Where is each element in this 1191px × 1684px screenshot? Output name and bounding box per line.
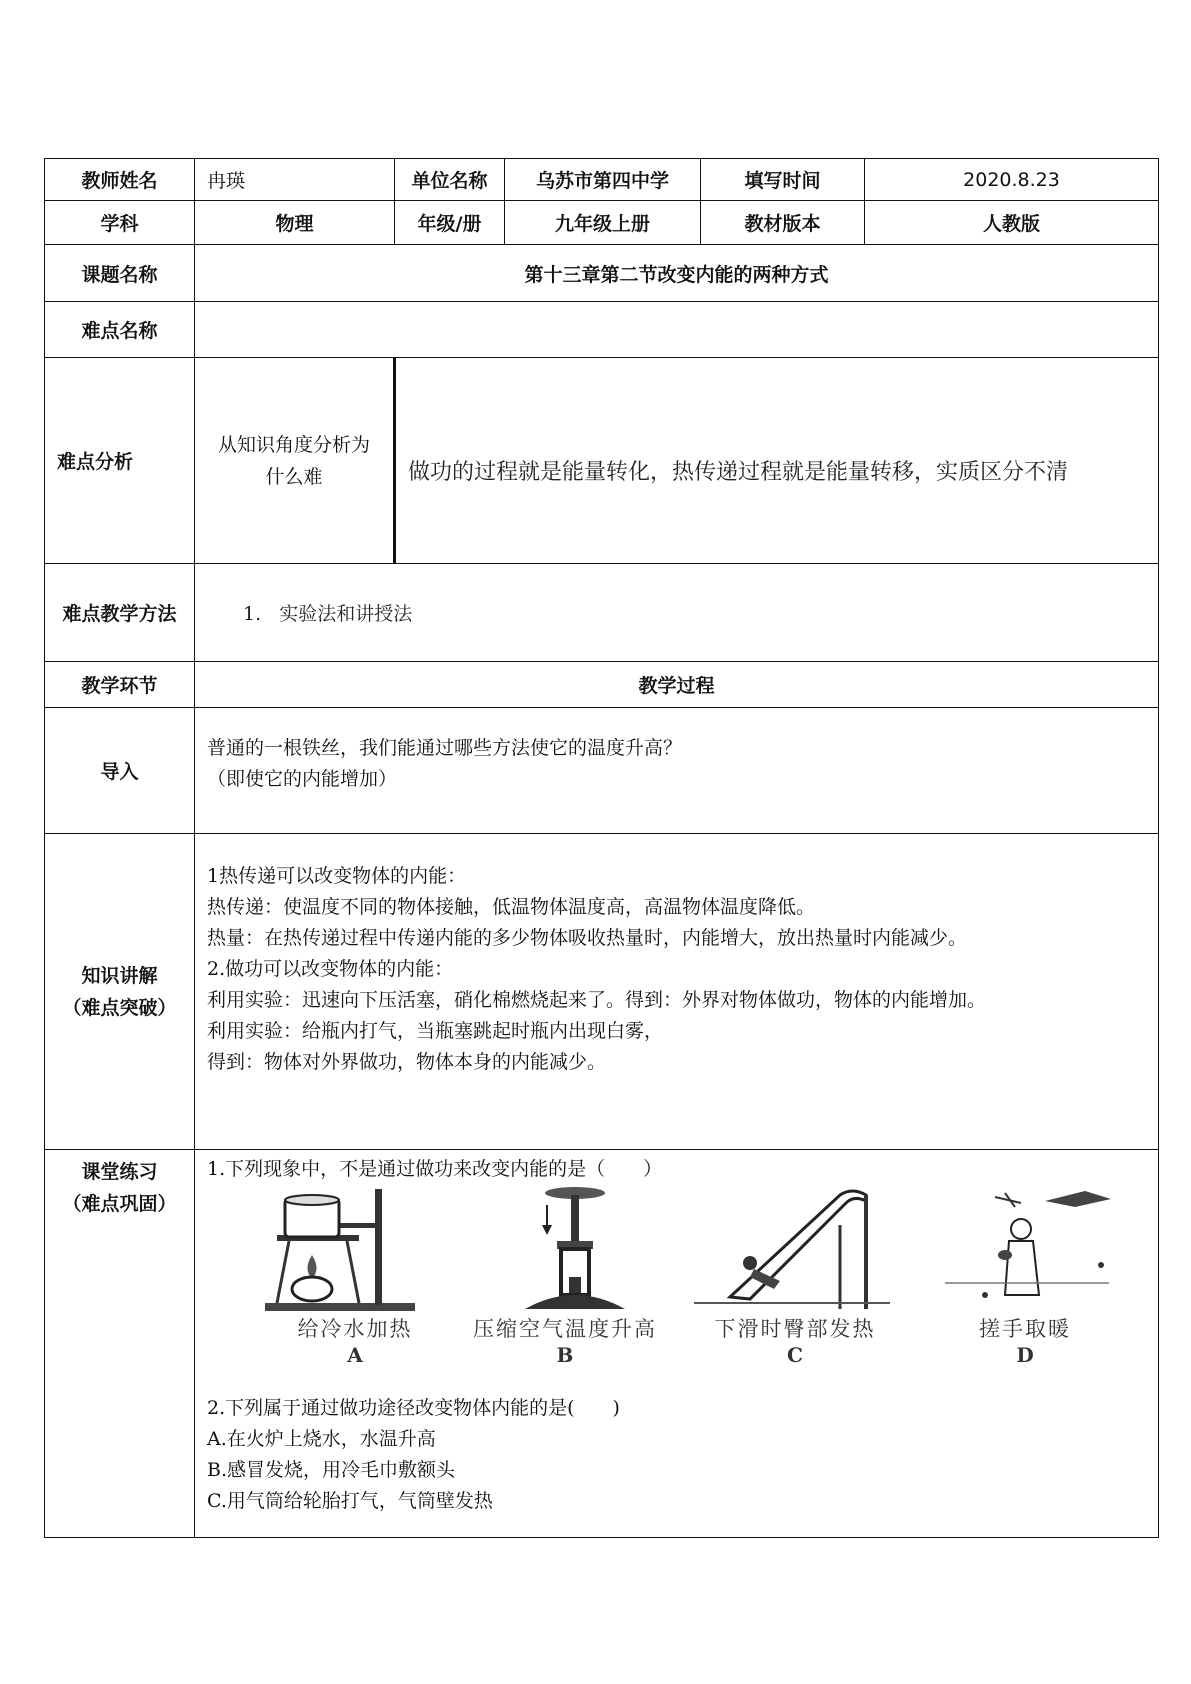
topic-value: 第十三章第二节改变内能的两种方式 — [195, 245, 1159, 302]
textbook-label: 教材版本 — [701, 201, 865, 245]
knowledge-label-line1: 知识讲解 — [81, 964, 158, 987]
practice-row — [45, 1150, 1159, 1538]
teacher-label: 教师姓名 — [45, 159, 195, 201]
grade-value: 九年级上册 — [505, 201, 701, 245]
question-2-option: C.用气筒给轮胎打气，气筒壁发热 — [207, 1490, 493, 1512]
method-value: 1. 实验法和讲授法 — [195, 564, 1159, 662]
method-label: 难点教学方法 — [45, 564, 195, 662]
analysis-value: 做功的过程就是能量转化，热传递过程就是能量转移，实质区分不清 — [395, 358, 1159, 564]
figure-a-caption: 给冷水加热 — [297, 1317, 413, 1341]
header-row-2 — [45, 201, 1159, 245]
knowledge-line: 热量：在热传递过程中传递内能的多少物体吸收热量时，内能增大，放出热量时内能减少。 — [207, 927, 968, 949]
header-row-1 — [45, 159, 1159, 201]
compression-cylinder-icon — [465, 1185, 665, 1313]
textbook-value: 人教版 — [865, 201, 1159, 245]
knowledge-label-line2: （难点突破） — [62, 996, 177, 1019]
intro-content — [195, 708, 1159, 834]
lesson-plan-table — [44, 158, 1159, 1538]
unit-label: 单位名称 — [395, 159, 505, 201]
process-header-left: 教学环节 — [45, 662, 195, 708]
unit-value: 乌苏市第四中学 — [505, 159, 701, 201]
difficulty-label: 难点名称 — [45, 302, 195, 358]
knowledge-label — [45, 834, 195, 1150]
slide-icon — [690, 1185, 900, 1313]
figure-c-letter: C — [787, 1343, 803, 1367]
figure-c-caption: 下滑时臀部发热 — [714, 1317, 876, 1341]
intro-row — [45, 708, 1159, 834]
practice-label — [45, 1150, 195, 1538]
knowledge-line: 2.做功可以改变物体的内能： — [207, 958, 454, 980]
subject-label: 学科 — [45, 201, 195, 245]
method-row — [45, 564, 1159, 662]
heating-water-icon — [255, 1185, 455, 1313]
knowledge-line: 1热传递可以改变物体的内能： — [207, 865, 467, 887]
analysis-row — [45, 358, 1159, 564]
figure-a — [255, 1185, 455, 1375]
question-1: 1.下列现象中，不是通过做功来改变内能的是（ ） — [207, 1158, 663, 1180]
figure-b-caption: 压缩空气温度升高 — [473, 1317, 657, 1341]
figure-d-letter: D — [1016, 1343, 1034, 1367]
analysis-label: 难点分析 — [45, 358, 195, 564]
topic-row — [45, 245, 1159, 302]
figure-b-letter: B — [556, 1343, 574, 1367]
knowledge-line: 得到：物体对外界做功，物体本身的内能减少。 — [207, 1051, 607, 1073]
knowledge-line: 利用实验：给瓶内打气，当瓶塞跳起时瓶内出现白雾， — [207, 1020, 664, 1042]
figure-a-letter: A — [347, 1343, 363, 1367]
figure-c — [685, 1185, 905, 1375]
difficulty-row — [45, 302, 1159, 358]
knowledge-content — [195, 834, 1159, 1150]
knowledge-line: 热传递：使温度不同的物体接触，低温物体温度高，高温物体温度降低。 — [207, 896, 816, 918]
practice-content — [195, 1150, 1159, 1538]
topic-label: 课题名称 — [45, 245, 195, 302]
process-header-row — [45, 662, 1159, 708]
rubbing-hands-icon — [925, 1185, 1125, 1313]
intro-line: 普通的一根铁丝，我们能通过哪些方法使它的温度升高？ — [207, 736, 683, 759]
figure-b — [450, 1185, 680, 1375]
intro-line: （即使它的内能增加） — [207, 767, 398, 790]
figure-d — [925, 1185, 1125, 1375]
intro-label: 导入 — [45, 708, 195, 834]
question-2: 2.下列属于通过做功途径改变物体内能的是( ) — [207, 1397, 620, 1419]
grade-label: 年级/册 — [395, 201, 505, 245]
process-header-right: 教学过程 — [195, 662, 1159, 708]
date-label: 填写时间 — [701, 159, 865, 201]
figure-d-caption: 搓手取暖 — [979, 1317, 1071, 1341]
question-2-option: A.在火炉上烧水，水温升高 — [207, 1428, 436, 1450]
practice-label-line1: 课堂练习 — [81, 1161, 158, 1183]
analysis-sub-label: 从知识角度分析为什么难 — [195, 358, 395, 564]
question-2-option: B.感冒发烧，用冷毛巾敷额头 — [207, 1459, 456, 1481]
difficulty-value — [195, 302, 1159, 358]
question-1-figures — [195, 1185, 1158, 1375]
date-value: 2020.8.23 — [865, 159, 1159, 201]
knowledge-line: 利用实验：迅速向下压活塞，硝化棉燃烧起来了。得到：外界对物体做功，物体的内能增加。 — [207, 989, 987, 1011]
subject-value: 物理 — [195, 201, 395, 245]
knowledge-row — [45, 834, 1159, 1150]
teacher-value: 冉瑛 — [195, 159, 395, 201]
practice-label-line2: （难点巩固） — [62, 1193, 177, 1215]
